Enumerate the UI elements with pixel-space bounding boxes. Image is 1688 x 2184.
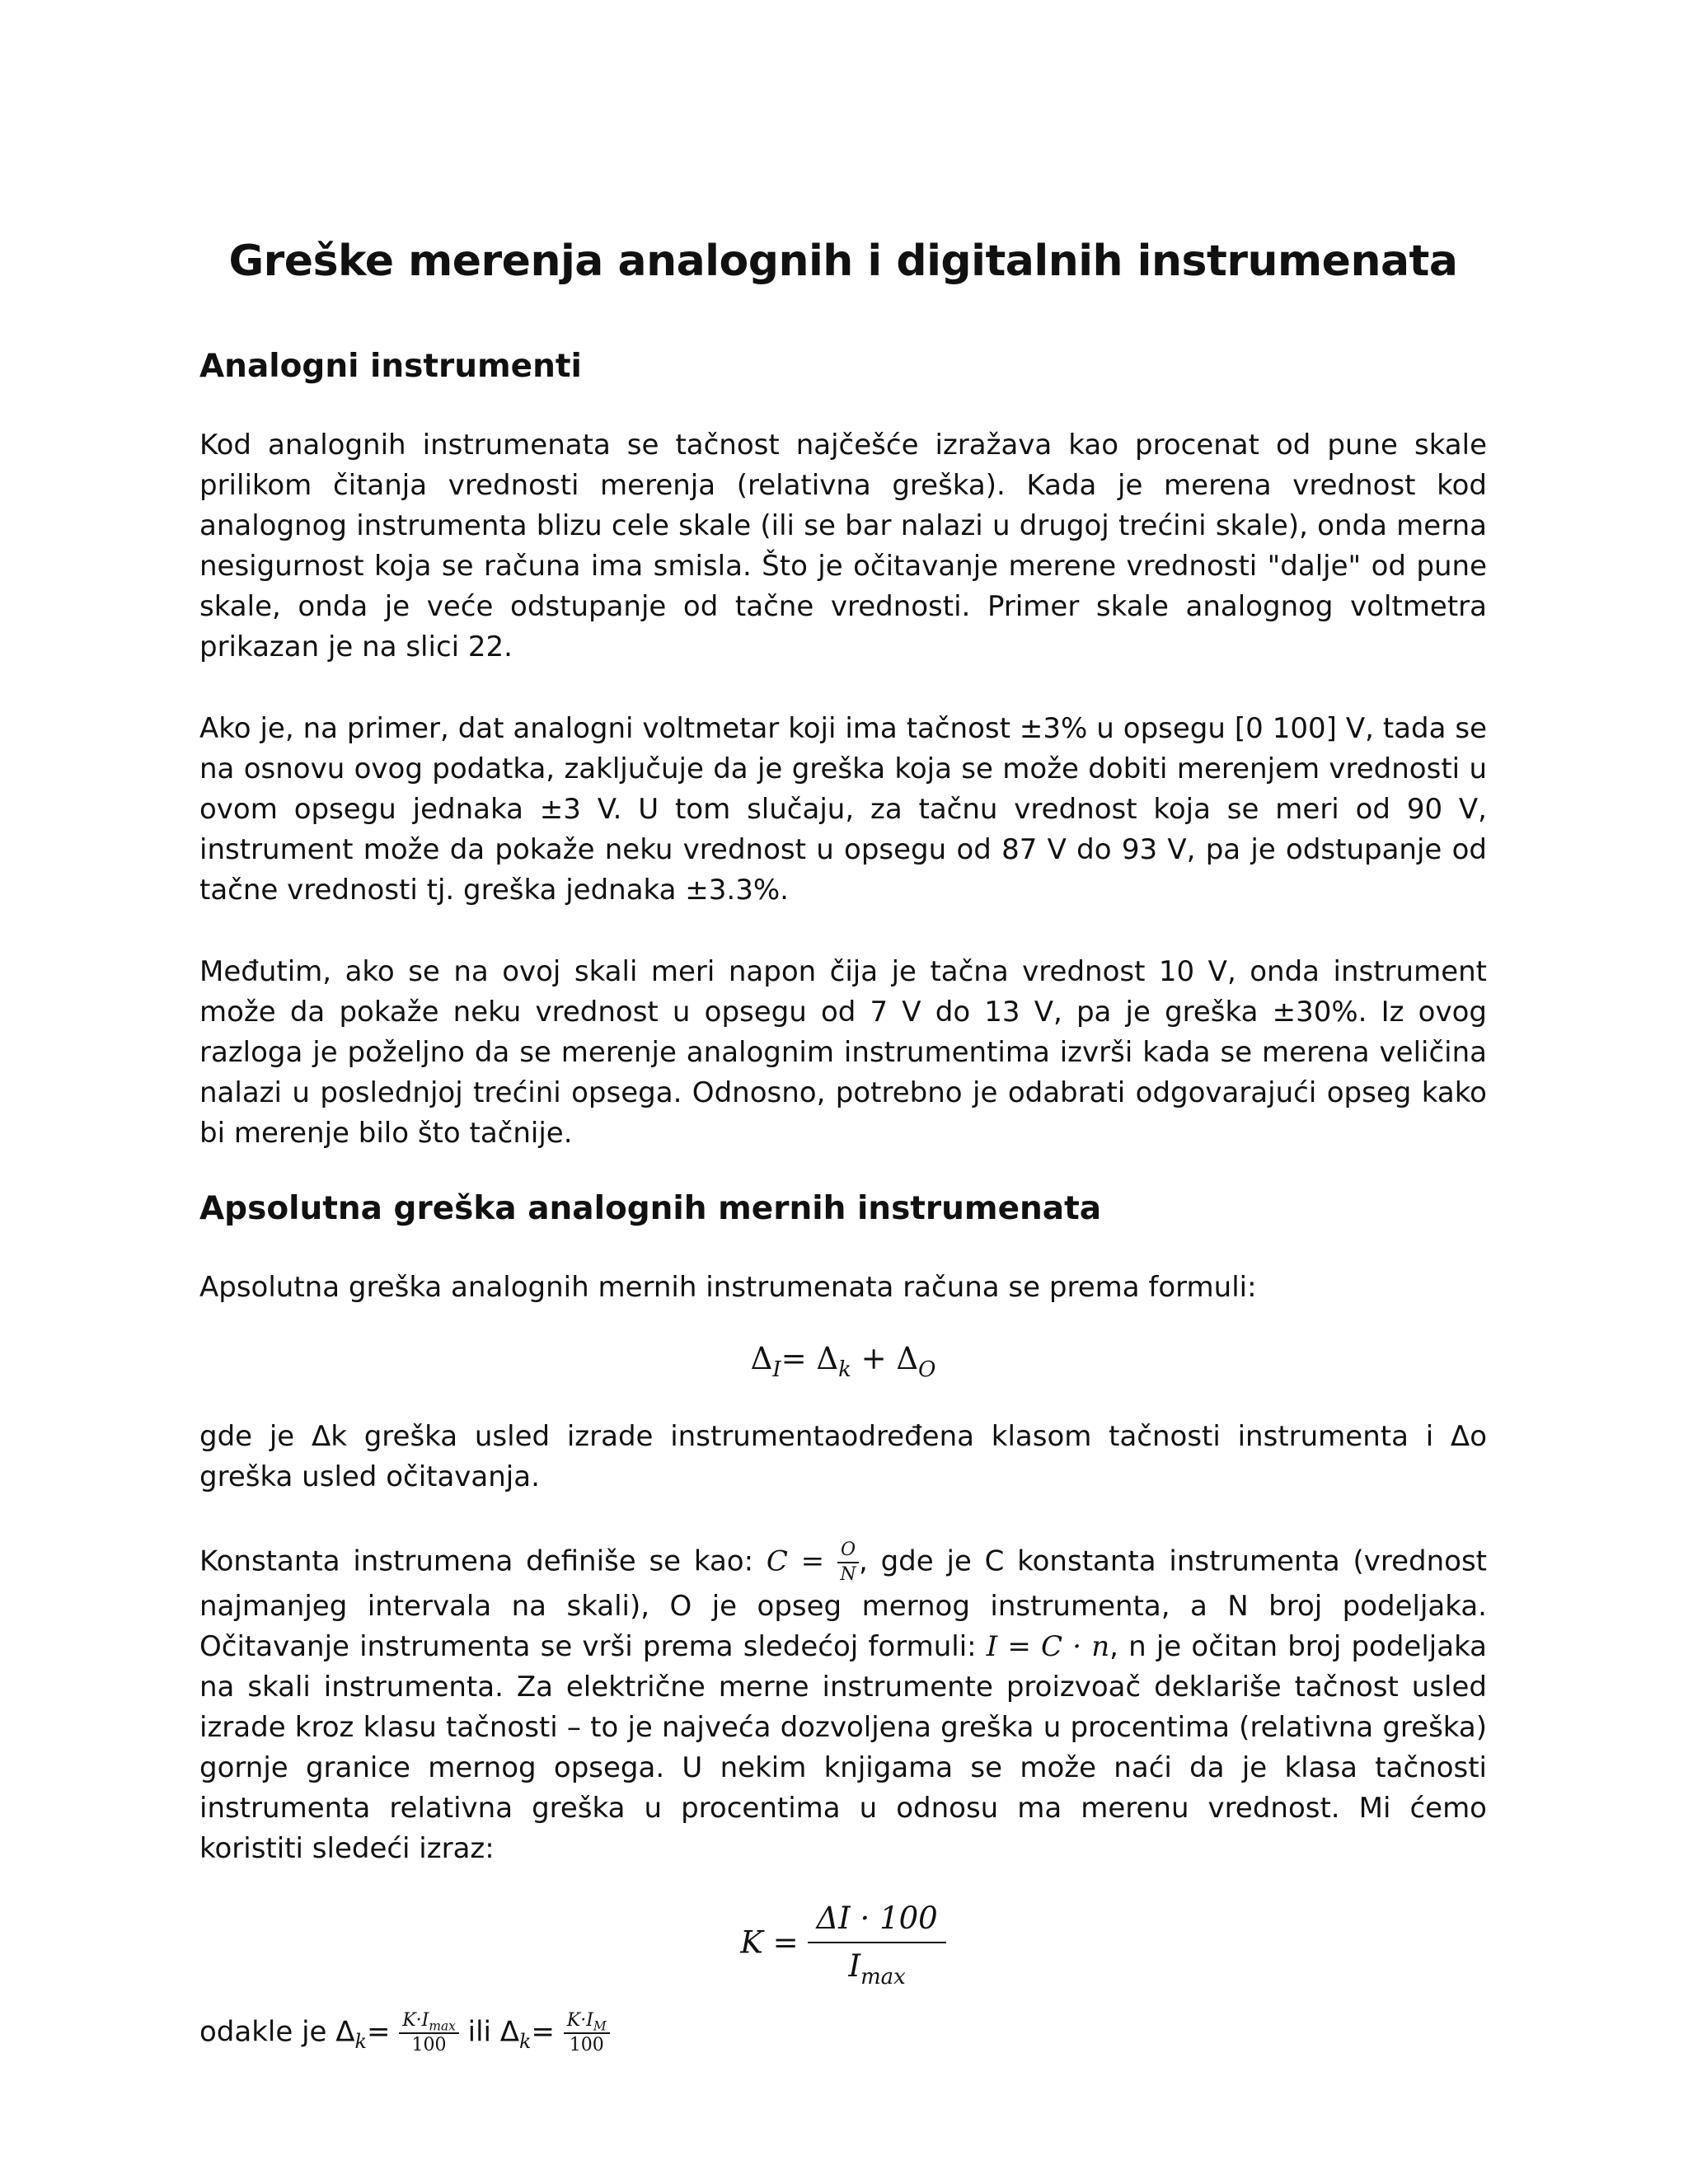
last-sub-k2: k <box>519 2029 532 2053</box>
eq1-delta-2: Δ <box>816 1341 839 1376</box>
fraction-delta-k-max-numerator <box>399 2009 459 2034</box>
formula-i-equals-c-n: I = C · n <box>986 1630 1110 1663</box>
paragraph-delta-k <box>199 2009 1487 2057</box>
konst-mid: , gde je C konstanta instrumenta (vrednost najmanjeg intervala na skali), O je opseg mernog instrumenta, a N broj podeljaka. Očitavanje instrumenta se vrši prema sledećoj formuli: <box>199 1544 1487 1663</box>
konst-before: Konstanta instrumena definiše se kao: <box>199 1544 767 1578</box>
fraction-delta-k-max <box>399 2009 459 2057</box>
paragraph-after-equation: gde je Δk greška usled izrade instrumentaodređena klasom tačnosti instrumenta i Δo greška usled očitavanja. <box>199 1420 1487 1493</box>
equation-absolute-error <box>199 1334 1487 1384</box>
f2-num-sub: M <box>593 2018 607 2034</box>
fraction-k-numerator <box>808 1896 945 1943</box>
document-title: Greške merenja analognih i digitalnih instrumenata <box>228 237 1458 286</box>
paragraph-2: Ako je, na primer, dat analogni voltmetar koji ima tačnost ±3% u opsegu [0 100] V, tada se na osnovu ovog podatka, zaključuje da je greška koja se može dobiti merenjem vrednosti u ovom opsegu jednaka ±3 V. U tom slučaju, za tačnu vrednost koja se meri od 90 V, instrument može da pokaže neku vrednost u opsegu od 87 V do 93 V, pa je odstupanje od tačne vrednosti tj. greška jednaka ±3.3%. <box>199 712 1487 907</box>
fraction-k <box>808 1896 945 1990</box>
last-eq: = <box>366 2015 391 2049</box>
fraction-o-over-n-denominator: N <box>840 1564 856 1585</box>
fraction-delta-k-max-denominator: 100 <box>411 2035 447 2055</box>
equation-class-k <box>199 1896 1487 1990</box>
f1-num-main: K·I <box>402 2010 429 2031</box>
eq1-plus: + <box>851 1341 897 1376</box>
eq-k-lhs: K = <box>740 1924 799 1961</box>
section-heading-apsolutna: Apsolutna greška analognih mernih instrumenata <box>199 1190 1102 1227</box>
last-sub-k: k <box>354 2029 367 2053</box>
fraction-o-over-n <box>837 1539 859 1586</box>
f1-num-sub: max <box>429 2018 456 2034</box>
eq1-delta-3: Δ <box>896 1341 919 1376</box>
fraction-k-denominator <box>808 1943 945 1990</box>
document-content <box>199 224 1487 2065</box>
paragraph-intro-formula: Apsolutna greška analognih mernih instrumenata računa se prema formuli: <box>199 1271 1257 1304</box>
fraction-delta-k-m <box>564 2009 610 2057</box>
last-prefix: odakle je Δ <box>199 2015 355 2049</box>
eq1-equals: = <box>781 1341 817 1376</box>
fraction-o-over-n-numerator: O <box>837 1539 859 1563</box>
f2-num-main: K·I <box>566 2010 593 2031</box>
fraction-delta-k-m-denominator: 100 <box>569 2035 604 2055</box>
konst-after: , n je očitan broj podeljaka na skali instrumenta. Za električne merne instrumente proizvoač deklariše tačnost usled izrade kroz klasu tačnosti – to je najveća dozvoljena greška u procentima (relativna greška) gornje granice mernog opsega. U nekim knjigama se može naći da je klasa tačnosti instrumenta relativna greška u procentima u odnosu ma merenu vrednost. Mi ćemo koristiti sledeći izraz: <box>199 1630 1488 1865</box>
eq1-sub-o: O <box>918 1357 936 1383</box>
paragraph-1: Kod analognih instrumenata se tačnost najčešće izražava kao procenat od pune skale prilikom čitanja vrednosti merenja (relativna greška). Kada je merena vrednost kod analognog instrumenta blizu cele skale (ili se bar nalazi u drugoj trećini skale), onda merna nesigurnost koja se računa ima smisla. Što je očitavanje merene vrednosti "dalje" od pune skale, onda je veće odstupanje od tačne vrednosti. Primer skale analognog voltmetra prikazan je na slici 22. <box>199 429 1487 663</box>
fraction-delta-k-m-numerator <box>564 2009 610 2034</box>
eq1-sub-i: I <box>772 1357 781 1383</box>
eq1-sub-k: k <box>838 1357 851 1383</box>
fraction-k-den-main: I <box>848 1948 861 1984</box>
fraction-k-den-sub: max <box>860 1965 906 1990</box>
eq1-delta-1: Δ <box>750 1341 773 1376</box>
konst-c-equals: C = <box>766 1544 825 1578</box>
fraction-k-numerator-text: ΔI · 100 <box>816 1900 938 1936</box>
paragraph-konstanta <box>199 1539 1487 1869</box>
last-ili: ili Δ <box>458 2015 520 2049</box>
last-eq2: = <box>531 2015 555 2049</box>
section-heading-analogni: Analogni instrumenti <box>199 348 582 385</box>
paragraph-3: Međutim, ako se na ovoj skali meri napon čija je tačna vrednost 10 V, onda instrument može da pokaže neku vrednost u opsegu od 7 V do 13 V, pa je greška ±30%. Iz ovog razloga je poželjno da se merenje analognim instrumentima izvrši kada se merena veličina nalazi u poslednjoj trećini opsega. Odnosno, potrebno je odabrati odgovarajući opseg kako bi merenje bilo što tačnije. <box>199 955 1487 1150</box>
